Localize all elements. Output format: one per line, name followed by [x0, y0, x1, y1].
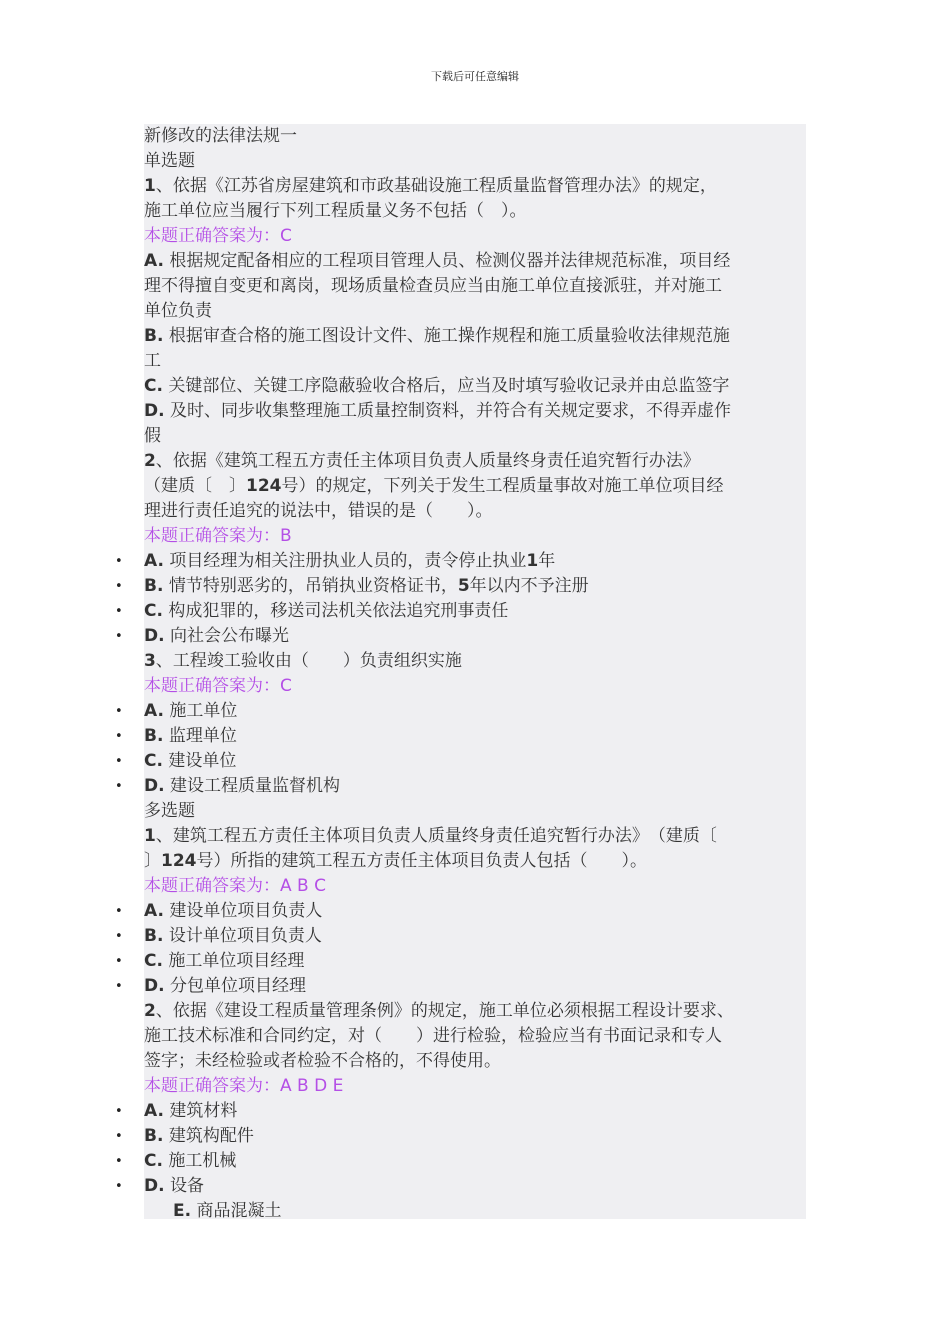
- m1-stem-text: 〕: [144, 851, 161, 871]
- m1-option-d: [115, 974, 306, 999]
- option-letter: D.: [144, 401, 165, 421]
- option-text: 分包单位项目经理: [169, 976, 306, 996]
- m2-answer: 本题正确答案为：A B D E: [144, 1076, 344, 1096]
- bullet-icon: •: [115, 604, 123, 619]
- bullet-icon: •: [115, 1129, 123, 1144]
- q2-stem-line: [144, 474, 724, 499]
- q1-option-c: [144, 374, 729, 399]
- option-letter: A.: [144, 901, 164, 921]
- option-text: 设计单位项目负责人: [168, 926, 322, 946]
- q2-option-c: [115, 599, 509, 624]
- bullet-icon: •: [115, 629, 123, 644]
- m2-stem-text: 、依据《建设工程质量管理条例》的规定，施工单位必须根据工程设计要求、: [155, 1001, 734, 1021]
- m1-option-c: [115, 949, 305, 974]
- m1-stem-text: 号）所指的建筑工程五方责任主体项目负责人包括（ ）。: [196, 851, 647, 871]
- option-number: 5: [457, 576, 470, 596]
- option-text: 根据审查合格的施工图设计文件、施工操作规程和施工质量验收法律规范施: [168, 326, 730, 346]
- q3-number: 3: [144, 651, 156, 671]
- option-text: 建设工程质量监督机构: [169, 776, 340, 796]
- bullet-icon: •: [115, 1104, 123, 1119]
- option-letter: E.: [173, 1201, 192, 1221]
- q2-stem-text: 、依据《建筑工程五方责任主体项目负责人质量终身责任追究暂行办法》: [155, 451, 700, 471]
- bullet-icon: •: [115, 754, 123, 769]
- m2-stem-line: 签字；未经检验或者检验不合格的，不得使用。: [144, 1051, 501, 1071]
- bullet-icon: •: [115, 929, 123, 944]
- option-number: 1: [526, 551, 539, 571]
- m2-option-d: [115, 1174, 204, 1199]
- m1-option-a: [115, 899, 323, 924]
- m2-number: 2: [144, 1001, 156, 1021]
- q3-option-c: [115, 749, 237, 774]
- q1-stem-text: 、依据《江苏省房屋建筑和市政基础设施工程质量监督管理办法》的规定，: [155, 176, 717, 196]
- m1-answer: 本题正确答案为：A B C: [144, 876, 326, 896]
- option-text: 情节特别恶劣的，吊销执业资格证书，: [168, 576, 458, 596]
- option-letter: D.: [144, 1176, 165, 1196]
- m2-option-e: [173, 1199, 281, 1224]
- page-header: 下载后可任意编辑: [431, 70, 519, 83]
- option-text: 施工单位项目经理: [168, 951, 305, 971]
- q2-stem-line: 理进行责任追究的说法中，错误的是（ ）。: [144, 501, 493, 521]
- bullet-icon: •: [115, 779, 123, 794]
- option-letter: D.: [144, 776, 165, 796]
- multi-choice-heading: 多选题: [144, 801, 195, 821]
- m1-number: 1: [144, 826, 156, 846]
- q1-stem-line: 施工单位应当履行下列工程质量义务不包括（ ）。: [144, 201, 527, 221]
- q3-option-a: [115, 699, 238, 724]
- option-letter: B.: [144, 926, 164, 946]
- option-text: 关键部位、关键工序隐蔽验收合格后，应当及时填写验收记录并由总监签字: [168, 376, 730, 396]
- option-text: 施工机械: [168, 1151, 237, 1171]
- option-letter: B.: [144, 326, 164, 346]
- q1-number: 1: [144, 176, 156, 196]
- option-letter: D.: [144, 626, 165, 646]
- option-text: 项目经理为相关注册执业人员的，责令停止执业: [169, 551, 527, 571]
- option-text: 建设单位: [168, 751, 237, 771]
- q2-stem-text: （建质〔 〕: [144, 476, 246, 496]
- q1-option-a-cont: 理不得擅自变更和离岗，现场质量检查员应当由施工单位直接派驻，并对施工: [144, 276, 722, 296]
- q3-option-d: [115, 774, 340, 799]
- option-letter: C.: [144, 376, 163, 396]
- q1-option-a: [144, 249, 730, 274]
- q2-option-b: [115, 574, 589, 599]
- option-letter: C.: [144, 1151, 163, 1171]
- option-letter: A.: [144, 701, 164, 721]
- bullet-icon: •: [115, 579, 123, 594]
- m2-option-b: [115, 1124, 254, 1149]
- q1-answer: 本题正确答案为：C: [144, 226, 292, 246]
- bullet-icon: •: [115, 979, 123, 994]
- q2-stem-text: 号）的规定，下列关于发生工程质量事故对施工单位项目经: [281, 476, 724, 496]
- option-text: 向社会公布曝光: [169, 626, 289, 646]
- q2-doc-number: 124: [246, 476, 282, 496]
- doc-title: 新修改的法律法规一: [144, 126, 297, 146]
- option-letter: B.: [144, 576, 164, 596]
- m1-stem-text: 、建筑工程五方责任主体项目负责人质量终身责任追究暂行办法》 （建质〔: [155, 826, 717, 846]
- m1-stem-line: [144, 849, 647, 874]
- bullet-icon: •: [115, 704, 123, 719]
- q1-option-d: [144, 399, 731, 424]
- option-letter: A.: [144, 1101, 164, 1121]
- option-letter: A.: [144, 251, 164, 271]
- option-text: 年以内不予注册: [469, 576, 589, 596]
- m1-stem-line: [144, 824, 717, 849]
- q1-stem-line: [144, 174, 717, 199]
- bullet-icon: •: [115, 1154, 123, 1169]
- q2-option-d: [115, 624, 289, 649]
- bullet-icon: •: [115, 954, 123, 969]
- option-letter: A.: [144, 551, 164, 571]
- option-text: 设备: [169, 1176, 204, 1196]
- m2-option-c: [115, 1149, 237, 1174]
- option-letter: D.: [144, 976, 165, 996]
- q3-option-b: [115, 724, 237, 749]
- q1-option-b: [144, 324, 730, 349]
- q3-answer: 本题正确答案为：C: [144, 676, 292, 696]
- m1-option-b: [115, 924, 322, 949]
- option-text: 建筑构配件: [168, 1126, 254, 1146]
- m2-stem-line: [144, 999, 734, 1024]
- document-content: [115, 124, 806, 1221]
- option-text: 根据规定配备相应的工程项目管理人员、检测仪器并法律规范标准，项目经: [169, 251, 731, 271]
- option-letter: B.: [144, 1126, 164, 1146]
- q2-option-a: [115, 549, 556, 574]
- option-text: 构成犯罪的，移送司法机关依法追究刑事责任: [168, 601, 509, 621]
- option-text: 监理单位: [168, 726, 237, 746]
- q1-option-a-cont: 单位负责: [144, 301, 212, 321]
- bullet-icon: •: [115, 554, 123, 569]
- bullet-icon: •: [115, 1179, 123, 1194]
- q1-option-d-cont: 假: [144, 426, 161, 446]
- q1-option-b-cont: 工: [144, 351, 161, 371]
- option-letter: B.: [144, 726, 164, 746]
- bullet-icon: •: [115, 729, 123, 744]
- option-text: 建筑材料: [169, 1101, 238, 1121]
- option-letter: C.: [144, 951, 163, 971]
- option-letter: C.: [144, 601, 163, 621]
- option-text: 建设单位项目负责人: [169, 901, 323, 921]
- option-text: 及时、同步收集整理施工质量控制资料，并符合有关规定要求，不得弄虚作: [169, 401, 731, 421]
- bullet-icon: •: [115, 904, 123, 919]
- q3-stem-line: [144, 649, 462, 674]
- option-text: 年: [538, 551, 556, 571]
- option-text: 商品混凝土: [196, 1201, 282, 1221]
- option-letter: C.: [144, 751, 163, 771]
- m1-doc-number: 124: [161, 851, 197, 871]
- q3-stem-text: 、工程竣工验收由（ ）负责组织实施: [155, 651, 462, 671]
- m2-stem-line: 施工技术标准和合同约定，对（ ）进行检验，检验应当有书面记录和专人: [144, 1026, 722, 1046]
- q2-number: 2: [144, 451, 156, 471]
- option-text: 施工单位: [169, 701, 238, 721]
- q2-stem-line: [144, 449, 700, 474]
- q2-answer: 本题正确答案为：B: [144, 526, 292, 546]
- m2-option-a: [115, 1099, 238, 1124]
- single-choice-heading: 单选题: [144, 151, 195, 171]
